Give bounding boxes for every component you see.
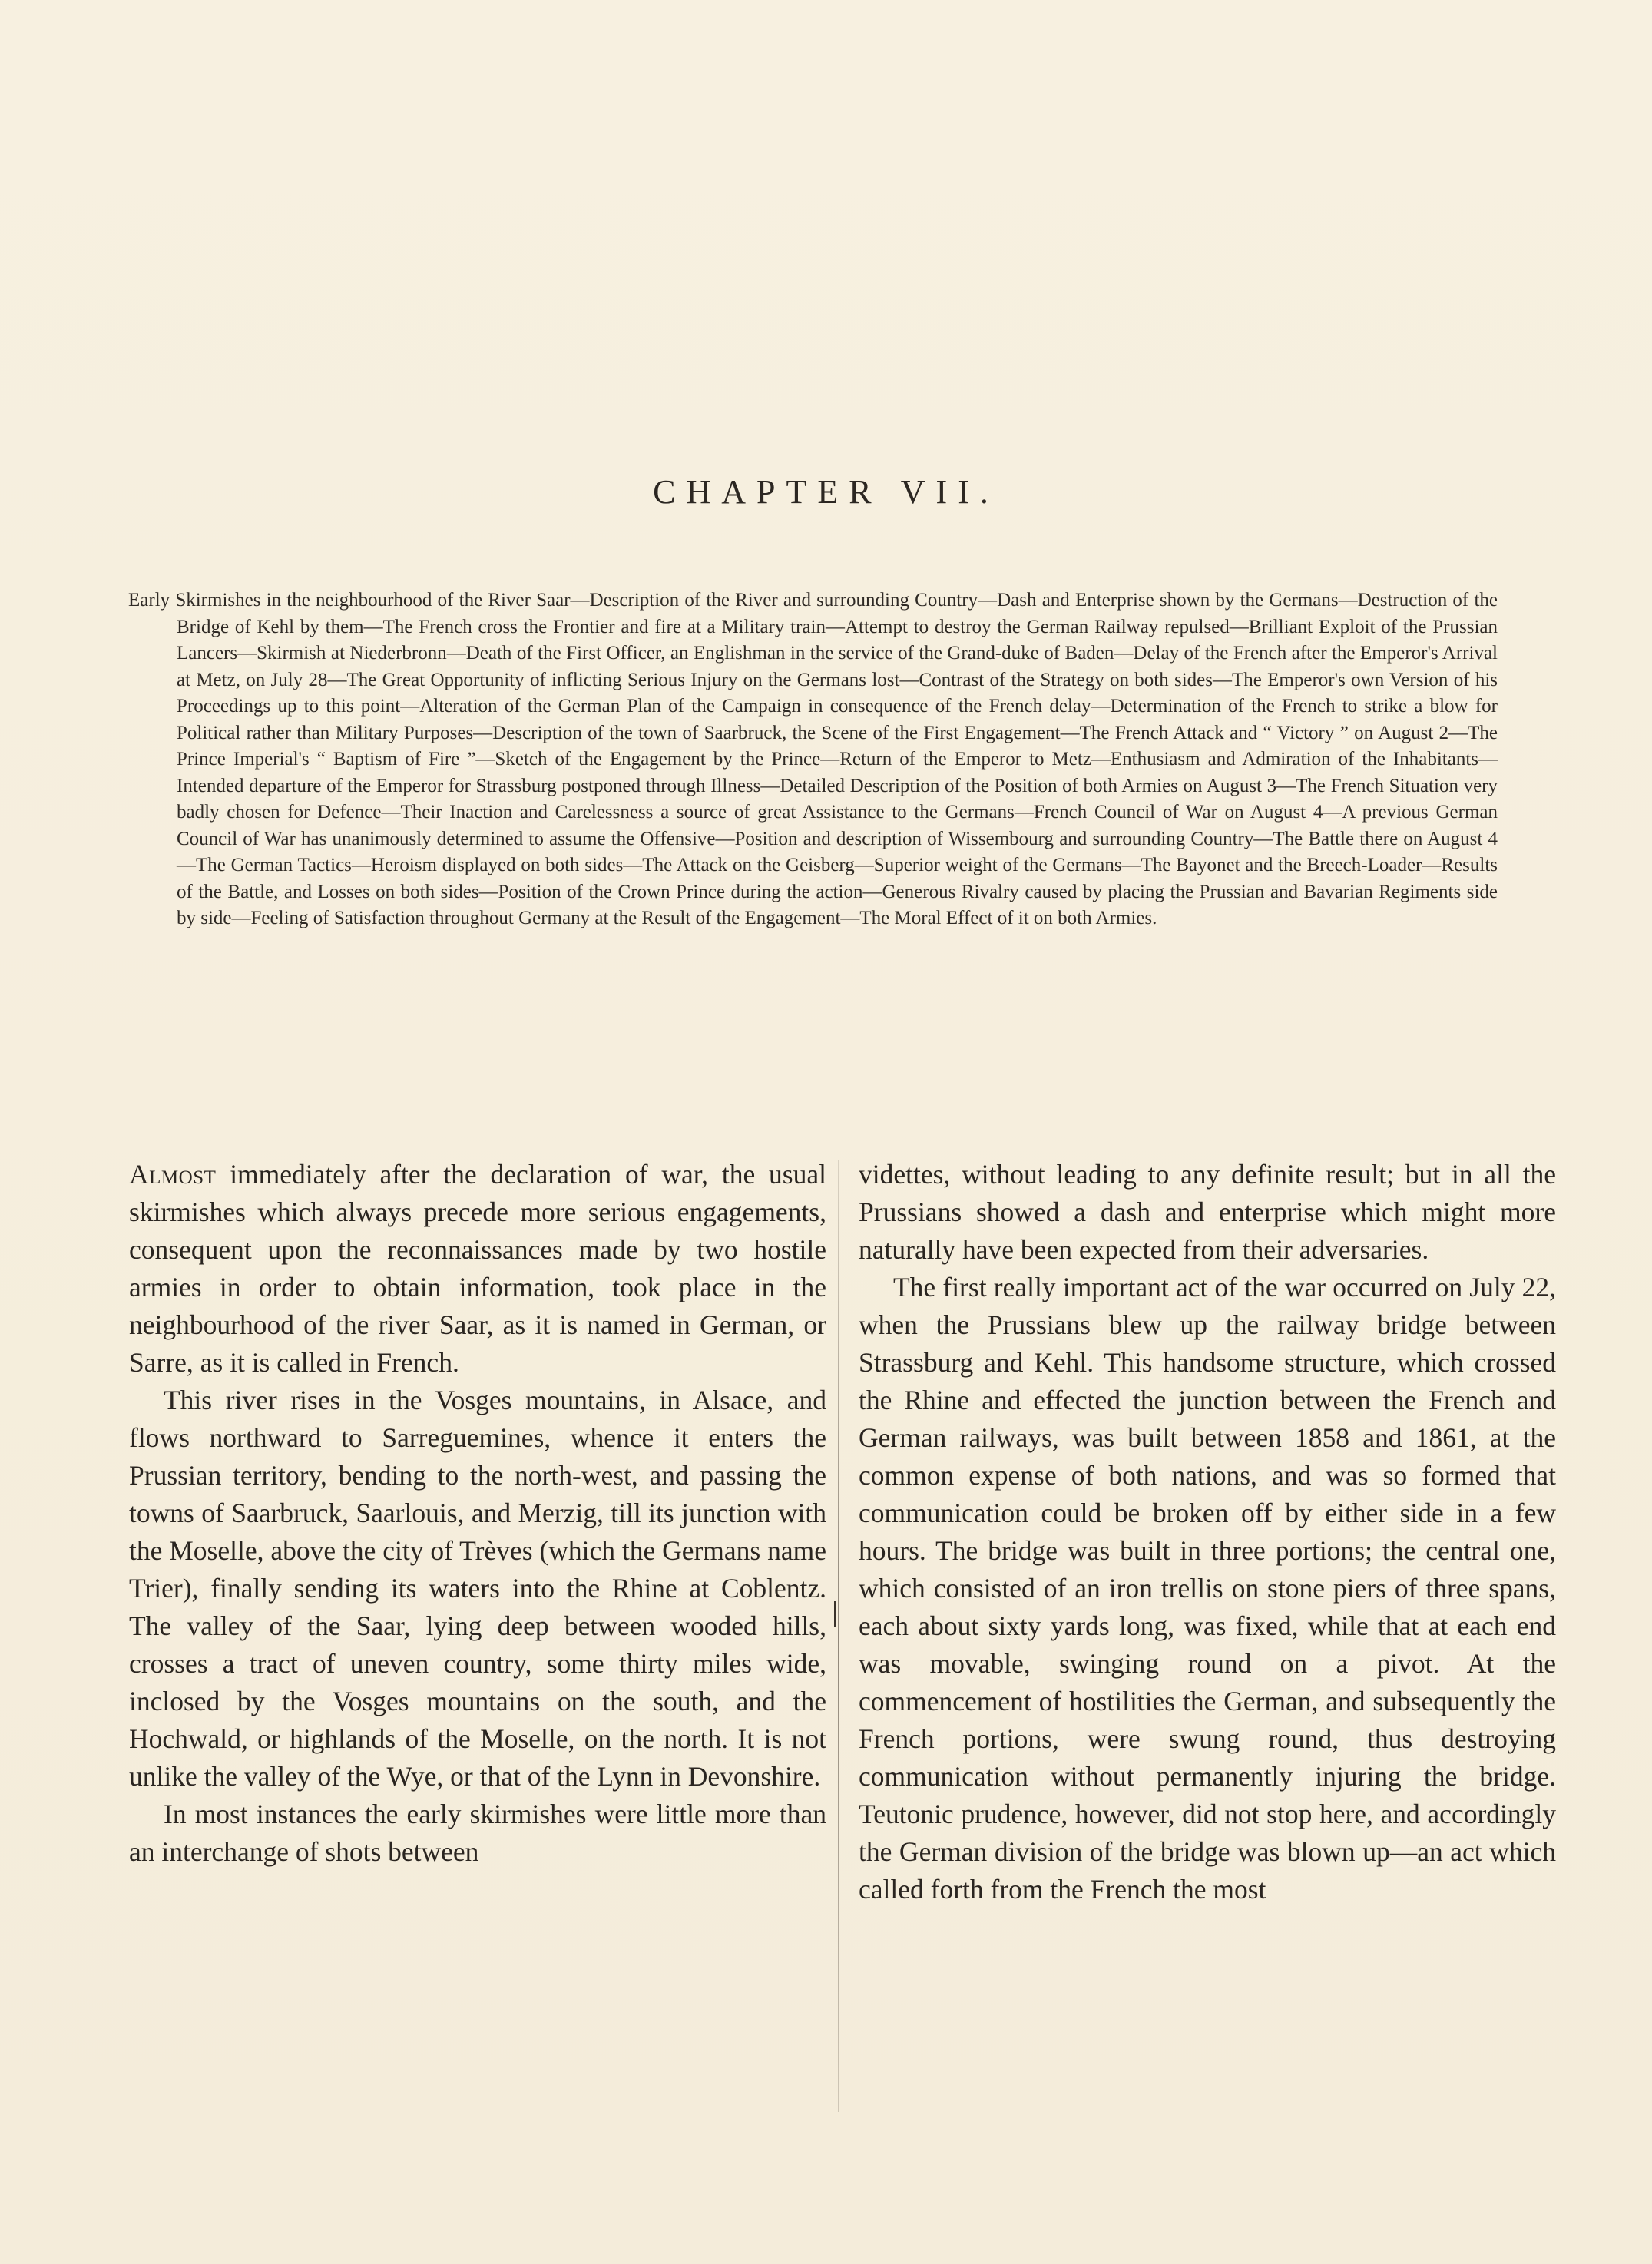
right-column <box>859 1156 1556 1908</box>
paragraph: In most instances the early skirmishes were little more than an interchange of shots between <box>129 1799 826 1867</box>
chapter-summary: Early Skirmishes in the neighbourhood of the River Saar—Description of the River and surrounding Country—Dash and Enterprise shown by the Germans—Destruction of the Bridge of Kehl by them—The French cross the Frontier and fire at a Military train—Attempt to destroy the German Railway repulsed—Brilliant Exploit of the Prussian Lancers—Skirmish at Niederbronn—Death of the First Officer, an Englishman in the service of the Grand-duke of Baden—Delay of the French after the Emperor's Arrival at Metz, on July 28—The Great Opportunity of inflicting Serious Injury on the Germans lost—Contrast of the Strategy on both sides—The Emperor's own Version of his Proceedings up to this point—Alteration of the German Plan of the Campaign in consequence of the French delay—Determination of the French to strike a blow for Political rather than Military Purposes—Description of the town of Saarbruck, the Scene of the First Engagement—The French Attack and “ Victory ” on August 2—The Prince Imperial's “ Baptism of Fire ”—Sketch of the Engagement by the Prince—Return of the Emperor to Metz—Enthusiasm and Admiration of the Inhabitants—Intended departure of the Emperor for Strassburg postponed through Illness—Detailed Description of the Position of both Armies on August 3—The French Situation very badly chosen for Defence—Their Inaction and Carelessness a source of great Assistance to the Germans—French Council of War on August 4—A previous German Council of War has unanimously determined to assume the Offensive—Position and description of Wissembourg and surrounding Country—The Battle there on August 4—The German Tactics—Heroism displayed on both sides—The Attack on the Geisberg—Superior weight of the Germans—The Bayonet and the Breech-Loader—Results of the Battle, and Losses on both sides—Position of the Crown Prince during the action—Generous Rivalry caused by placing the Prussian and Bavarian Regiments side by side—Feeling of Satisfaction throughout Germany at the Result of the Engagement—The Moral Effect of it on both Armies. <box>128 590 1498 928</box>
chapter-heading: CHAPTER VII. <box>653 473 999 511</box>
body-columns <box>129 1156 1556 2116</box>
paragraph: The first really important act of the war occurred on July 22, when the Prussians blew up the railway bridge between Strassburg and Kehl. This handsome structure, which crossed the Rhine and effected the junction between the French and German railways, was built between 1858 and 1861, at the common expense of both nations, and was so formed that communication could be broken off by either side in a few hours. The bridge was built in three portions; the central one, which consisted of an iron trellis on stone piers of three spans, each about sixty yards long, was fixed, while that at each end was movable, swinging round on a pivot. At the commencement of hostilities the German, and subsequently the French portions, were swung round, thus destroying communication without permanently injuring the bridge. Teutonic prudence, however, did not stop here, and accordingly the German division of the bridge was blown up—an act which called forth from the French the most <box>859 1272 1556 1905</box>
paragraph-text: immediately after the declaration of war, the usual skirmishes which always precede more serious engagements, consequent upon the reconnaissances made by two hostile armies in order to obtain information, took place in the neighbourhood of the river Saar, as it is named in German, or Sarre, as it is called in French. <box>129 1159 826 1378</box>
left-column <box>129 1156 826 1871</box>
paragraph: This river rises in the Vosges mountains, in Alsace, and flows northward to Sarreguemines, whence it enters the Prussian territory, bending to the north-west, and passing the towns of Saarbruck, Saarlouis, and Merzig, till its junction with the Moselle, above the city of Trèves (which the Germans name Trier), finally sending its waters into the Rhine at Coblentz. The valley of the Saar, lying deep between wooded hills, crosses a tract of uneven country, some thirty miles wide, inclosed by the Vosges mountains on the south, and the Hochwald, or highlands of the Moselle, on the north. It is not unlike the valley of the Wye, or that of the Lynn in Devonshire. <box>129 1385 826 1792</box>
paragraph: videttes, without leading to any definite result; but in all the Prussians showed a dash and enterprise which might more naturally have been expected from their adversaries. <box>859 1159 1556 1265</box>
paragraph <box>129 1156 826 1382</box>
drop-lead-word: Almost <box>129 1159 217 1190</box>
